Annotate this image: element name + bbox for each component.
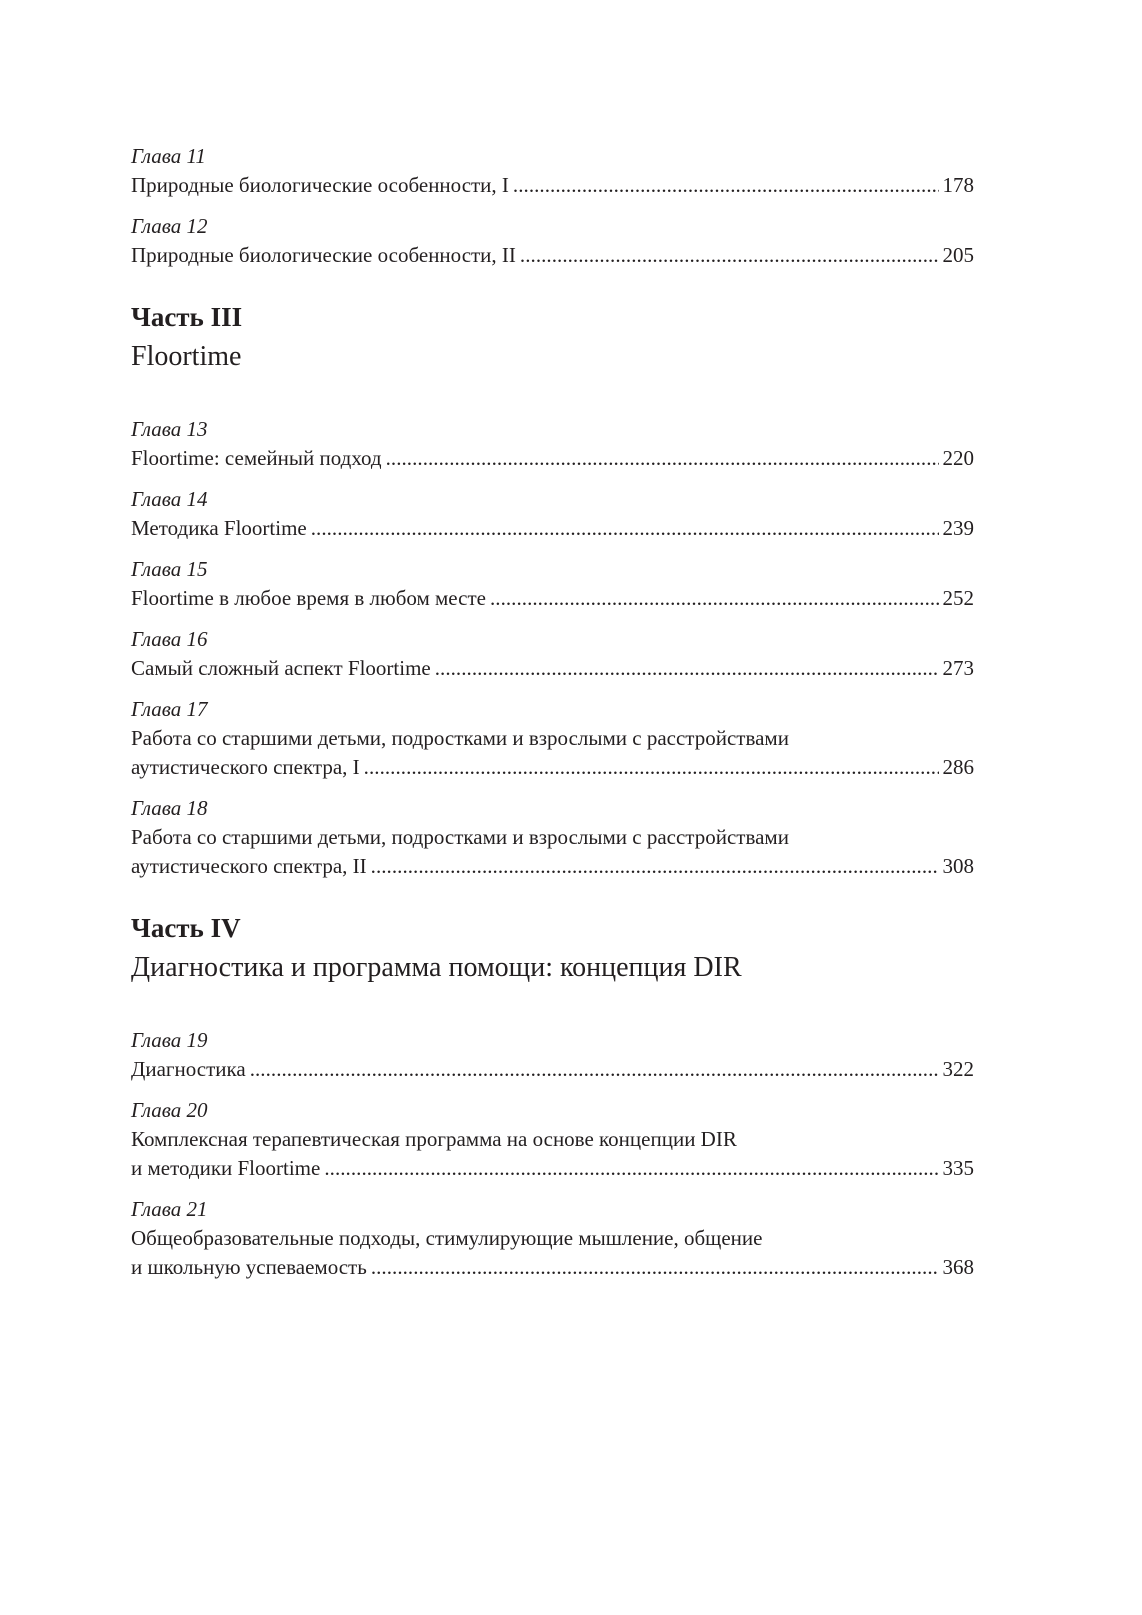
chapter-label: Глава 20 <box>131 1098 208 1122</box>
chapter-title: Природные биологические особенности, II <box>131 243 516 267</box>
page-number: 335 <box>942 1156 974 1180</box>
part-number: Часть IV <box>131 913 241 943</box>
chapter-title-last-line <box>131 852 974 881</box>
chapter-title-last-line <box>131 514 974 543</box>
chapter-title: Диагностика <box>131 1057 246 1081</box>
chapter-title-last-line <box>131 584 974 613</box>
chapter-label: Глава 17 <box>131 697 208 721</box>
chapter-title-line: Общеобразовательные подходы, стимулирующие мышление, общение <box>131 1226 763 1250</box>
chapter-label: Глава 13 <box>131 417 208 441</box>
dot-leader <box>371 852 939 881</box>
chapter-label: Глава 19 <box>131 1028 208 1052</box>
chapter-label: Глава 21 <box>131 1197 208 1221</box>
page-number: 239 <box>942 516 974 540</box>
chapter-title-last-line <box>131 1055 974 1084</box>
chapter-title-line: Работа со старшими детьми, подростками и взрослыми с расстройствами <box>131 726 789 750</box>
dot-leader <box>435 654 939 683</box>
table-of-contents <box>131 142 974 1294</box>
page-number: 286 <box>942 755 974 779</box>
chapter-label: Глава 15 <box>131 557 208 581</box>
dot-leader <box>490 584 939 613</box>
chapter-title-line: Работа со старшими детьми, подростками и взрослыми с расстройствами <box>131 825 789 849</box>
part-title: Floortime <box>131 341 242 372</box>
part-title: Диагностика и программа помощи: концепция DIR <box>131 952 742 983</box>
dot-leader <box>371 1253 939 1282</box>
chapter-label: Глава 18 <box>131 796 208 820</box>
toc-entry[interactable] <box>131 142 974 200</box>
chapter-label: Глава 14 <box>131 487 208 511</box>
chapter-title: аутистического спектра, I <box>131 755 360 779</box>
chapter-title: Floortime: семейный подход <box>131 446 382 470</box>
dot-leader <box>513 171 939 200</box>
toc-section <box>131 297 974 881</box>
toc-entry[interactable] <box>131 794 974 881</box>
page-number: 273 <box>942 656 974 680</box>
toc-entry[interactable] <box>131 695 974 782</box>
dot-leader <box>364 753 939 782</box>
chapter-title: Методика Floortime <box>131 516 307 540</box>
dot-leader <box>520 241 939 270</box>
page-number: 368 <box>942 1255 974 1279</box>
toc-entry[interactable] <box>131 1096 974 1183</box>
chapter-title-line: Комплексная терапевтическая программа на основе концепции DIR <box>131 1127 737 1151</box>
toc-section <box>131 142 974 270</box>
chapter-title: и методики Floortime <box>131 1156 321 1180</box>
part-heading <box>131 908 974 988</box>
chapter-title-last-line <box>131 753 974 782</box>
chapter-title-last-line <box>131 241 974 270</box>
dot-leader <box>250 1055 939 1084</box>
chapter-title-last-line <box>131 654 974 683</box>
toc-entry[interactable] <box>131 212 974 270</box>
page-number: 205 <box>942 243 974 267</box>
chapter-title: Природные биологические особенности, I <box>131 173 509 197</box>
chapter-label: Глава 11 <box>131 144 206 168</box>
toc-entry[interactable] <box>131 1195 974 1282</box>
page-number: 308 <box>942 854 974 878</box>
part-heading <box>131 297 974 377</box>
chapter-title: Самый сложный аспект Floortime <box>131 656 431 680</box>
page-number: 252 <box>942 586 974 610</box>
chapter-title-last-line <box>131 1154 974 1183</box>
toc-entry[interactable] <box>131 1026 974 1084</box>
toc-section <box>131 908 974 1282</box>
chapter-title: и школьную успеваемость <box>131 1255 367 1279</box>
toc-entry[interactable] <box>131 625 974 683</box>
chapter-title-last-line <box>131 1253 974 1282</box>
dot-leader <box>324 1154 938 1183</box>
chapter-label: Глава 12 <box>131 214 208 238</box>
page-number: 220 <box>942 446 974 470</box>
toc-entry[interactable] <box>131 485 974 543</box>
chapter-title: Floortime в любое время в любом месте <box>131 586 486 610</box>
toc-entry[interactable] <box>131 415 974 473</box>
chapter-title-last-line <box>131 171 974 200</box>
part-number: Часть III <box>131 302 243 332</box>
dot-leader <box>311 514 939 543</box>
chapter-label: Глава 16 <box>131 627 208 651</box>
toc-entry[interactable] <box>131 555 974 613</box>
dot-leader <box>386 444 939 473</box>
page-number: 322 <box>942 1057 974 1081</box>
chapter-title: аутистического спектра, II <box>131 854 367 878</box>
chapter-title-last-line <box>131 444 974 473</box>
page-number: 178 <box>942 173 974 197</box>
